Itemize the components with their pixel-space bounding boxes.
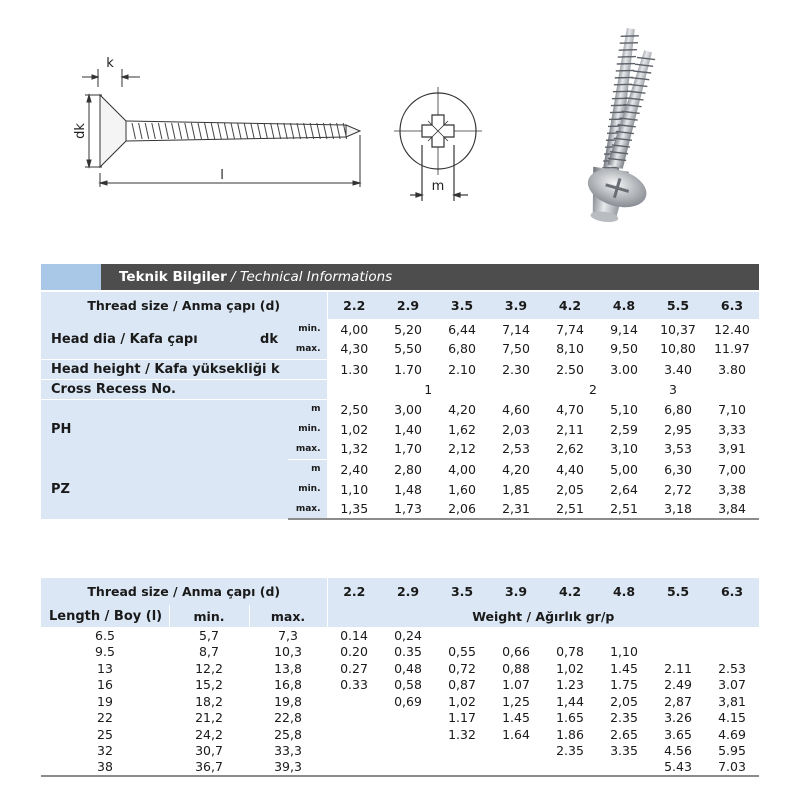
value-cell bbox=[435, 759, 489, 776]
screw-head-top-drawing bbox=[392, 85, 490, 205]
screw-side-drawing bbox=[60, 55, 370, 200]
value-cell: 3.40 bbox=[651, 359, 705, 379]
value-cell: 2,40 bbox=[340, 461, 369, 477]
value-cell: 2,62 bbox=[543, 439, 597, 459]
value-cell: 32 bbox=[97, 743, 113, 759]
thread-mark bbox=[211, 123, 215, 139]
value-cell: 4,20 bbox=[502, 461, 530, 477]
value-cell: 2.10 bbox=[435, 359, 489, 379]
value-cell: 2.35 bbox=[556, 743, 584, 759]
value-cell: 5.95 bbox=[718, 743, 746, 759]
spec-table bbox=[41, 292, 759, 520]
value-cell bbox=[651, 644, 705, 661]
weight-row bbox=[41, 710, 759, 727]
value-cell: 38 bbox=[41, 759, 169, 776]
value-cell: 2,51 bbox=[597, 499, 651, 519]
value-cell: 1,10 bbox=[610, 644, 638, 660]
value-cell: 7,74 bbox=[556, 321, 584, 337]
value-cell: 2,59 bbox=[610, 421, 638, 437]
value-cell: 1,32 bbox=[327, 439, 381, 459]
min-label: min. bbox=[169, 605, 249, 627]
value-cell: 1.75 bbox=[610, 677, 638, 693]
value-cell bbox=[327, 693, 381, 710]
thread-mark bbox=[304, 123, 308, 139]
head-dia-min-label: min. bbox=[288, 319, 327, 339]
value-cell: 0,55 bbox=[448, 644, 476, 660]
value-cell: 7,00 bbox=[718, 461, 746, 477]
weight-row bbox=[41, 644, 759, 661]
value-cell bbox=[381, 710, 435, 727]
thread-mark bbox=[158, 123, 162, 139]
thread-mark bbox=[191, 123, 195, 139]
size-cell: 2.2 bbox=[327, 578, 381, 605]
value-cell: 19,8 bbox=[274, 693, 302, 709]
value-cell: 7,14 bbox=[502, 321, 530, 337]
dk-label: dk bbox=[73, 123, 88, 139]
size-cell: 4.2 bbox=[543, 578, 597, 605]
thread-mark bbox=[310, 123, 314, 139]
value-cell: 25,8 bbox=[274, 726, 302, 742]
size-cell: 6.3 bbox=[705, 578, 759, 605]
value-cell: 3.80 bbox=[705, 359, 759, 379]
thread-mark bbox=[224, 123, 228, 139]
value-cell: 4.69 bbox=[718, 726, 746, 742]
value-cell: 3.26 bbox=[664, 710, 692, 726]
value-cell: 1.17 bbox=[448, 710, 476, 726]
value-cell: 10,80 bbox=[651, 339, 705, 359]
value-cell: 0,88 bbox=[502, 660, 530, 676]
value-cell: 2,80 bbox=[394, 461, 422, 477]
size-cell: 2.9 bbox=[381, 292, 435, 319]
value-cell: 2,53 bbox=[489, 439, 543, 459]
value-cell: 2,11 bbox=[556, 421, 584, 437]
value-cell: 8,7 bbox=[199, 644, 219, 660]
value-cell: 3.65 bbox=[664, 726, 692, 742]
size-cell: 6.3 bbox=[705, 292, 759, 319]
value-cell: 24,2 bbox=[195, 726, 223, 742]
value-cell: 16 bbox=[97, 677, 113, 693]
spec-header-row bbox=[41, 292, 759, 319]
value-cell: 3,81 bbox=[718, 693, 746, 709]
l-label: l bbox=[220, 168, 224, 183]
weight-row bbox=[41, 759, 759, 776]
value-cell bbox=[543, 759, 597, 776]
weight-row bbox=[41, 726, 759, 743]
thread-mark bbox=[218, 123, 222, 139]
value-cell: 0,48 bbox=[394, 660, 422, 676]
ph-m-row bbox=[41, 399, 759, 419]
value-cell: 19 bbox=[97, 693, 113, 709]
size-cell: 3.9 bbox=[489, 292, 543, 319]
thread-mark bbox=[165, 123, 169, 139]
value-cell: 6.5 bbox=[95, 627, 115, 643]
value-cell: 1.07 bbox=[502, 677, 530, 693]
value-cell: 2.30 bbox=[489, 359, 543, 379]
value-cell bbox=[435, 743, 489, 760]
value-cell: 0,78 bbox=[556, 644, 584, 660]
value-cell: 13,8 bbox=[274, 660, 302, 676]
value-cell: 1.32 bbox=[448, 726, 476, 742]
value-cell: 5.43 bbox=[651, 759, 705, 776]
value-cell: 6,44 bbox=[448, 321, 476, 337]
value-cell bbox=[381, 759, 435, 776]
value-cell: 3,53 bbox=[651, 439, 705, 459]
value-cell: 6,80 bbox=[664, 401, 692, 417]
thread-mark bbox=[205, 123, 209, 139]
value-cell: 4,00 bbox=[340, 321, 369, 337]
value-cell: 9.5 bbox=[95, 644, 115, 660]
cross-recess-row bbox=[41, 379, 759, 399]
thread-mark bbox=[337, 123, 341, 139]
cross-recess-value: 2 bbox=[489, 379, 597, 399]
value-cell bbox=[597, 627, 651, 644]
value-cell: 7.03 bbox=[705, 759, 759, 776]
length-label: Length / Boy (l) bbox=[41, 605, 169, 627]
size-cell: 4.8 bbox=[597, 578, 651, 605]
head-height-label: Head height / Kafa yüksekliği k bbox=[41, 359, 327, 379]
thread-mark bbox=[290, 123, 294, 139]
value-cell: 2,12 bbox=[435, 439, 489, 459]
value-cell: 1,62 bbox=[448, 421, 476, 437]
value-cell bbox=[651, 627, 705, 644]
value-cell: 0,69 bbox=[394, 693, 422, 709]
value-cell: 9,50 bbox=[597, 339, 651, 359]
value-cell: 1.64 bbox=[502, 726, 530, 742]
value-cell: 0,58 bbox=[394, 677, 422, 693]
head-dia-sym: dk bbox=[260, 331, 278, 347]
value-cell: 5,50 bbox=[381, 339, 435, 359]
value-cell: 1.45 bbox=[502, 710, 530, 726]
size-cell: 5.5 bbox=[651, 578, 705, 605]
value-cell: 0,66 bbox=[502, 644, 530, 660]
value-cell bbox=[705, 627, 759, 644]
value-cell: 39,3 bbox=[249, 759, 327, 776]
value-cell: 4,30 bbox=[327, 339, 381, 359]
value-cell: 5,20 bbox=[394, 321, 422, 337]
head-height-row bbox=[41, 359, 759, 379]
size-cell: 2.9 bbox=[381, 578, 435, 605]
band-title-sep: / bbox=[226, 269, 240, 285]
value-cell: 16,8 bbox=[274, 677, 302, 693]
value-cell: 1,02 bbox=[448, 693, 476, 709]
value-cell: 36,7 bbox=[169, 759, 249, 776]
ph-m-label: m bbox=[288, 399, 327, 419]
screw-photo bbox=[570, 20, 740, 230]
thread-mark bbox=[251, 123, 255, 139]
value-cell bbox=[705, 644, 759, 661]
weight-header-row bbox=[41, 578, 759, 605]
cross-recess-value: 3 bbox=[597, 379, 759, 399]
value-cell: 2,05 bbox=[610, 693, 638, 709]
ph-max-label: max. bbox=[288, 439, 327, 459]
value-cell: 12,2 bbox=[195, 660, 223, 676]
value-cell: 4,40 bbox=[556, 461, 584, 477]
value-cell: 3,10 bbox=[597, 439, 651, 459]
size-cell: 3.5 bbox=[435, 292, 489, 319]
thread-mark bbox=[139, 123, 143, 139]
value-cell: 2,05 bbox=[556, 481, 584, 497]
value-cell: 1,10 bbox=[340, 481, 369, 497]
value-cell: 5,00 bbox=[610, 461, 638, 477]
value-cell: 1.30 bbox=[327, 359, 381, 379]
weight-subheader-row bbox=[41, 605, 759, 627]
value-cell: 1.70 bbox=[381, 359, 435, 379]
value-cell: 0,72 bbox=[448, 660, 476, 676]
value-cell: 7,50 bbox=[489, 339, 543, 359]
band-title-tr: Teknik Bilgiler bbox=[119, 269, 227, 285]
value-cell: 2,64 bbox=[610, 481, 638, 497]
thread-mark bbox=[323, 123, 327, 139]
value-cell: 1,35 bbox=[327, 499, 381, 519]
thread-mark bbox=[238, 123, 242, 139]
value-cell bbox=[381, 726, 435, 743]
thread-mark bbox=[152, 123, 156, 139]
thread-mark bbox=[172, 123, 176, 139]
pz-m-label: m bbox=[288, 459, 327, 479]
thread-mark bbox=[178, 123, 182, 139]
weight-table bbox=[41, 578, 759, 777]
ph-min-label: min. bbox=[288, 419, 327, 439]
size-cell: 5.5 bbox=[651, 292, 705, 319]
value-cell: 1,40 bbox=[394, 421, 422, 437]
value-cell: 11.97 bbox=[705, 339, 759, 359]
value-cell: 9,14 bbox=[610, 321, 638, 337]
weight-label: Weight / Ağırlık gr/p bbox=[327, 605, 759, 627]
value-cell: 1.45 bbox=[610, 660, 638, 676]
value-cell bbox=[543, 627, 597, 644]
thread-mark bbox=[185, 123, 189, 139]
value-cell: 0.20 bbox=[340, 644, 368, 660]
technical-info-band bbox=[41, 264, 759, 290]
value-cell: 2,51 bbox=[543, 499, 597, 519]
value-cell: 1.23 bbox=[556, 677, 584, 693]
thread-mark bbox=[297, 123, 301, 139]
value-cell: 0.33 bbox=[340, 677, 368, 693]
value-cell: 0,87 bbox=[448, 677, 476, 693]
value-cell: 0.27 bbox=[340, 660, 368, 676]
thread-mark bbox=[257, 123, 261, 139]
value-cell bbox=[489, 743, 543, 760]
value-cell: 5,10 bbox=[610, 401, 638, 417]
weight-row bbox=[41, 660, 759, 677]
value-cell: 1.65 bbox=[556, 710, 584, 726]
value-cell: 7,3 bbox=[278, 627, 298, 643]
size-cell: 2.2 bbox=[327, 292, 381, 319]
value-cell: 1,02 bbox=[340, 421, 369, 437]
value-cell: 3.07 bbox=[718, 677, 746, 693]
thread-mark bbox=[231, 123, 235, 139]
spec-thread-label: Thread size / Anma çapı (d) bbox=[41, 292, 327, 319]
value-cell: 8,10 bbox=[543, 339, 597, 359]
value-cell: 7,10 bbox=[718, 401, 746, 417]
value-cell: 18,2 bbox=[195, 693, 223, 709]
size-cell: 4.8 bbox=[597, 292, 651, 319]
max-label: max. bbox=[249, 605, 327, 627]
thread-mark bbox=[284, 123, 288, 139]
value-cell: 1,73 bbox=[381, 499, 435, 519]
value-cell bbox=[597, 759, 651, 776]
pz-m-row bbox=[41, 459, 759, 479]
thread-mark bbox=[132, 123, 136, 139]
value-cell: 3,18 bbox=[651, 499, 705, 519]
pz-min-label: min. bbox=[288, 479, 327, 499]
value-cell: 21,2 bbox=[195, 710, 223, 726]
thread-mark bbox=[277, 123, 281, 139]
value-cell: 2.35 bbox=[610, 710, 638, 726]
value-cell bbox=[327, 759, 381, 776]
ph-label: PH bbox=[41, 399, 288, 459]
band-accent bbox=[41, 264, 101, 290]
value-cell bbox=[327, 710, 381, 727]
value-cell: 10,3 bbox=[274, 644, 302, 660]
value-cell: 4.15 bbox=[718, 710, 746, 726]
value-cell: 2,50 bbox=[340, 401, 369, 417]
value-cell: 1,02 bbox=[556, 660, 584, 676]
value-cell: 4,20 bbox=[448, 401, 476, 417]
head-dia-text: Head dia / Kafa çapı bbox=[51, 331, 198, 347]
value-cell: 3.00 bbox=[597, 359, 651, 379]
value-cell bbox=[489, 627, 543, 644]
value-cell bbox=[489, 759, 543, 776]
m-label: m bbox=[431, 179, 445, 194]
cross-recess-label: Cross Recess No. bbox=[41, 379, 327, 399]
weight-row bbox=[41, 627, 759, 644]
thread-mark bbox=[317, 123, 321, 139]
size-cell: 3.9 bbox=[489, 578, 543, 605]
value-cell bbox=[327, 743, 381, 760]
value-cell: 0.14 bbox=[340, 627, 368, 643]
value-cell: 2.49 bbox=[664, 677, 692, 693]
head-dia-min-row bbox=[41, 319, 759, 339]
value-cell: 33,3 bbox=[274, 743, 302, 759]
value-cell: 1,70 bbox=[381, 439, 435, 459]
value-cell: 22,8 bbox=[274, 710, 302, 726]
value-cell: 25 bbox=[97, 726, 113, 742]
value-cell: 4,70 bbox=[556, 401, 584, 417]
thread-mark bbox=[264, 123, 268, 139]
value-cell: 3,00 bbox=[394, 401, 422, 417]
value-cell: 13 bbox=[97, 660, 113, 676]
value-cell: 2.53 bbox=[718, 660, 746, 676]
value-cell: 2,87 bbox=[664, 693, 692, 709]
k-label: k bbox=[106, 56, 114, 71]
value-cell: 3.35 bbox=[610, 743, 638, 759]
value-cell: 2.11 bbox=[664, 660, 692, 676]
value-cell: 15,2 bbox=[195, 677, 223, 693]
value-cell: 2,31 bbox=[489, 499, 543, 519]
size-cell: 3.5 bbox=[435, 578, 489, 605]
band-title bbox=[119, 264, 392, 290]
value-cell: 3,84 bbox=[705, 499, 759, 519]
value-cell: 6,30 bbox=[664, 461, 692, 477]
value-cell bbox=[327, 726, 381, 743]
value-cell: 1,44 bbox=[556, 693, 584, 709]
value-cell: 12.40 bbox=[714, 321, 750, 337]
value-cell: 2,06 bbox=[435, 499, 489, 519]
value-cell: 0.35 bbox=[394, 644, 422, 660]
value-cell: 30,7 bbox=[195, 743, 223, 759]
value-cell: 0,24 bbox=[394, 627, 422, 643]
value-cell: 2.50 bbox=[543, 359, 597, 379]
value-cell: 10,37 bbox=[660, 321, 696, 337]
value-cell: 3,38 bbox=[718, 481, 746, 497]
thread-mark bbox=[145, 123, 149, 139]
value-cell: 1,60 bbox=[448, 481, 476, 497]
weight-row bbox=[41, 693, 759, 710]
value-cell: 5,7 bbox=[199, 627, 219, 643]
value-cell: 1.86 bbox=[556, 726, 584, 742]
value-cell: 2,03 bbox=[502, 421, 530, 437]
head-dia-label bbox=[41, 319, 288, 359]
band-title-en: Technical Informations bbox=[239, 269, 393, 285]
thread-mark bbox=[330, 123, 334, 139]
pz-max-label: max. bbox=[288, 499, 327, 519]
thread-mark bbox=[198, 123, 202, 139]
value-cell: 22 bbox=[97, 710, 113, 726]
value-cell bbox=[381, 743, 435, 760]
weight-row bbox=[41, 677, 759, 694]
value-cell: 2.65 bbox=[610, 726, 638, 742]
value-cell: 3,33 bbox=[718, 421, 746, 437]
weight-thread-label: Thread size / Anma çapı (d) bbox=[41, 578, 327, 605]
thread-mark bbox=[271, 123, 275, 139]
weight-row bbox=[41, 743, 759, 760]
size-cell: 4.2 bbox=[543, 292, 597, 319]
pz-label: PZ bbox=[41, 459, 288, 519]
cross-recess-value: 1 bbox=[327, 379, 489, 399]
value-cell: 1,48 bbox=[394, 481, 422, 497]
value-cell: 1,85 bbox=[502, 481, 530, 497]
value-cell: 3,91 bbox=[705, 439, 759, 459]
value-cell: 4,60 bbox=[502, 401, 530, 417]
value-cell: 1,25 bbox=[502, 693, 530, 709]
value-cell: 2,95 bbox=[664, 421, 692, 437]
value-cell: 4.56 bbox=[664, 743, 692, 759]
value-cell: 4,00 bbox=[448, 461, 476, 477]
head-dia-max-label: max. bbox=[288, 339, 327, 359]
value-cell bbox=[435, 627, 489, 644]
value-cell: 2,72 bbox=[664, 481, 692, 497]
value-cell: 6,80 bbox=[435, 339, 489, 359]
thread-mark bbox=[244, 123, 248, 139]
